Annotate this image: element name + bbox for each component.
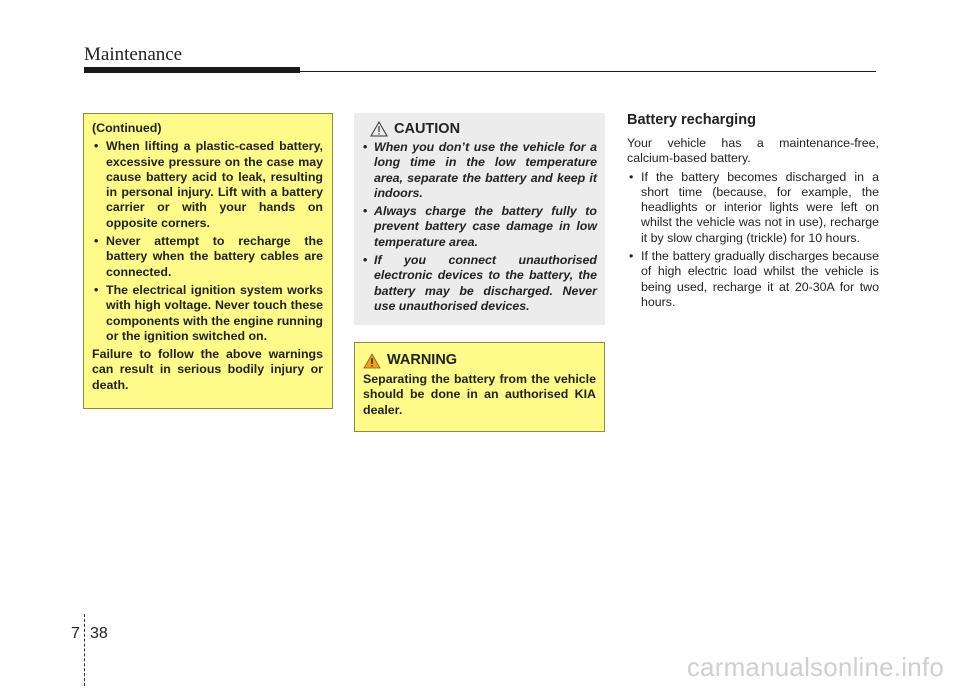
battery-recharging-section bbox=[627, 112, 879, 313]
header-rule-thick bbox=[84, 67, 300, 73]
continued-heading: (Continued) bbox=[92, 121, 162, 135]
recharging-bullet-list bbox=[627, 170, 879, 311]
chapter-number: 7 bbox=[71, 625, 80, 642]
header-rule-thin bbox=[300, 71, 876, 72]
continued-bullet: • Never attempt to recharge the battery when the battery cables are connected. bbox=[92, 234, 323, 280]
recharging-bullet: • If the battery gradually discharges because of high electric load whilst the vehicle is being used, recharge it at 20-30A for two hours. bbox=[627, 249, 879, 310]
footer-divider bbox=[84, 614, 85, 686]
warning-box bbox=[354, 342, 605, 432]
caution-bullet: • If you connect unauthorised electronic devices to the battery, the battery may be discharged. Never use unauthorised devices. bbox=[362, 253, 597, 314]
caution-title: CAUTION bbox=[394, 121, 461, 137]
page-number: 38 bbox=[90, 625, 108, 642]
caution-title-row bbox=[362, 121, 597, 137]
recharging-intro: Your vehicle has a maintenance-free, calcium-based battery. bbox=[627, 136, 879, 166]
continued-warning-box bbox=[83, 113, 333, 409]
caution-bullet: • Always charge the battery fully to prevent battery case damage in low temperature area. bbox=[362, 204, 597, 250]
warning-text: Separating the battery from the vehicle should be done in an authorised KIA dealer. bbox=[363, 372, 596, 417]
warning-title: WARNING bbox=[387, 352, 458, 369]
page-header-title: Maintenance bbox=[84, 44, 183, 65]
continued-bullet: • When lifting a plastic-cased battery, excessive pressure on the case may cause battery acid to leak, resulting in personal injury. Lift with a battery carrier or with your hands on opposite corners. bbox=[92, 139, 323, 231]
caution-triangle-icon bbox=[370, 121, 388, 137]
caution-bullet-list bbox=[362, 140, 597, 314]
caution-bullet: • When you don’t use the vehicle for a long time in the low temperature area, separate the battery and keep it indoors. bbox=[362, 140, 597, 201]
warning-triangle-icon bbox=[363, 353, 381, 369]
section-heading: Battery recharging bbox=[627, 112, 756, 128]
continued-bullet-list bbox=[92, 139, 323, 344]
continued-closing-text: Failure to follow the above warnings can result in serious bodily injury or death. bbox=[92, 347, 323, 392]
recharging-bullet: • If the battery becomes discharged in a short time (because, for example, the headlights or interior lights were left on whilst the vehicle was not in use), recharge it by slow charging (trickle) for 10 hours. bbox=[627, 170, 879, 246]
caution-box bbox=[354, 113, 605, 325]
warning-title-row bbox=[363, 353, 596, 369]
continued-bullet: • The electrical ignition system works with high voltage. Never touch these components with the engine running or the ignition switched on. bbox=[92, 283, 323, 344]
watermark-text: carmanualsonline.info bbox=[686, 652, 944, 682]
